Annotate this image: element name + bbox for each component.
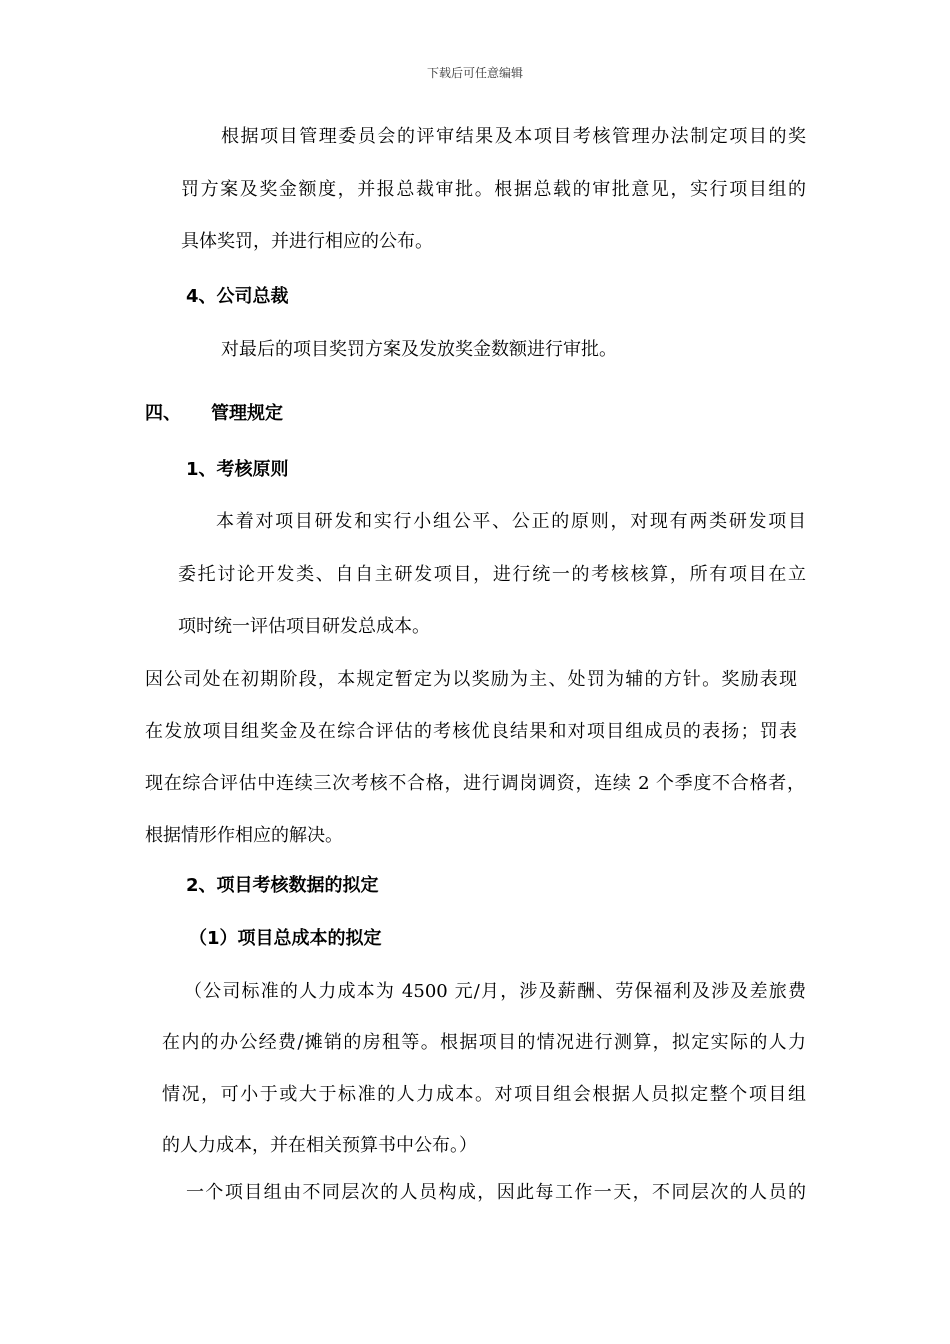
paragraph-line: 根据项目管理委员会的评审结果及本项目考核管理办法制定项目的奖 (221, 126, 806, 147)
subsection-heading: 1、考核原则 (186, 459, 289, 480)
paragraph-line: 具体奖罚，并进行相应的公布。 (181, 231, 433, 252)
paragraph-line: 委托讨论开发类、自自主研发项目，进行统一的考核核算，所有项目在立 (178, 564, 806, 585)
subsection-heading: 2、项目考核数据的拟定 (186, 875, 379, 896)
paragraph-line: 对最后的项目奖罚方案及发放奖金数额进行审批。 (221, 339, 617, 360)
paragraph-line: 情况，可小于或大于标准的人力成本。对项目组会根据人员拟定整个项目组 (162, 1084, 806, 1105)
paragraph-line: 在内的办公经费/摊销的房租等。根据项目的情况进行测算，拟定实际的人力 (162, 1032, 806, 1053)
paragraph-line: 因公司处在初期阶段，本规定暂定为以奖励为主、处罚为辅的方针。奖励表现 (145, 669, 797, 690)
paragraph-line: （公司标准的人力成本为 4500 元/月，涉及薪酬、劳保福利及涉及差旅费 (184, 981, 806, 1002)
paragraph-line: 项时统一评估项目研发总成本。 (178, 616, 430, 637)
section-number: 四、 (145, 403, 181, 424)
paragraph-line: 根据情形作相应的解决。 (145, 825, 343, 846)
paragraph-line: 现在综合评估中连续三次考核不合格，进行调岗调资，连续 2 个季度不合格者， (145, 773, 805, 794)
paragraph-line: 罚方案及奖金额度，并报总裁审批。根据总载的审批意见，实行项目组的 (181, 179, 806, 200)
subsubsection-heading: （1）项目总成本的拟定 (189, 928, 382, 949)
paragraph-line: 一个项目组由不同层次的人员构成，因此每工作一天，不同层次的人员的 (186, 1182, 806, 1203)
subsection-heading: 4、公司总裁 (186, 286, 289, 307)
paragraph-line: 在发放项目组奖金及在综合评估的考核优良结果和对项目组成员的表扬；罚表 (145, 721, 797, 742)
paragraph-line: 的人力成本，并在相关预算书中公布。） (162, 1135, 477, 1156)
section-title: 管理规定 (211, 403, 283, 424)
paragraph-line: 本着对项目研发和实行小组公平、公正的原则，对现有两类研发项目 (216, 511, 806, 532)
page-header: 下载后可任意编辑 (426, 66, 523, 80)
